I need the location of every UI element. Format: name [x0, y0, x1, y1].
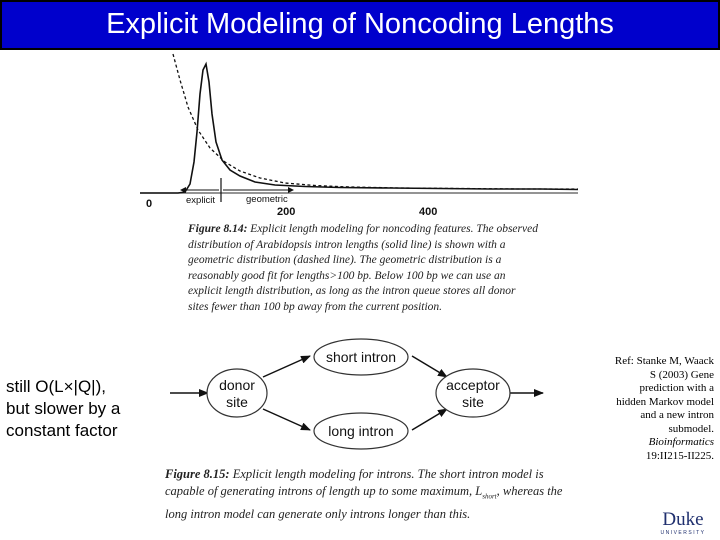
label-explicit: explicit: [186, 195, 216, 206]
tick-label-400: 400: [419, 206, 438, 217]
reference-citation: 19:II215-II225.: [645, 449, 714, 462]
complexity-note: [6, 376, 156, 442]
duke-logo: [650, 510, 716, 538]
label-geometric: geometric: [246, 194, 288, 205]
tick-label-0: 0: [146, 198, 153, 210]
figure-8-15-caption: [165, 466, 565, 523]
figure-8-15-text-after: , whereas the long intron model can generate only introns longer than this.: [165, 484, 563, 521]
reference-note: [612, 355, 714, 463]
geometric-arrowhead: [288, 187, 294, 193]
figure-8-14-label: Figure 8.14:: [188, 223, 248, 235]
label-long-intron: long intron: [328, 423, 394, 439]
figure-8-14-text: Explicit length modeling for noncoding features. The observed distribution of Arabidopsis intron lengths (solid line) is shown with a geometric distribution (dashed line). The geometric distribution is a reasonably good fit for lengths>100 bp. Below 100 bp we can use an explicit length distribution, as long as the intron queue stores all donor sites fewer than 100 bp away from the current position.: [188, 223, 538, 313]
arrow-short-to-acceptor: [412, 356, 447, 377]
figure-8-15-label: Figure 8.15:: [165, 467, 230, 481]
arrow-donor-to-short: [263, 356, 310, 377]
label-donor-line-2: site: [226, 394, 248, 410]
geometric-distribution-curve: [173, 54, 578, 189]
arrow-donor-to-long: [263, 409, 310, 430]
tick-label-200: 200: [277, 206, 296, 217]
complexity-note-line-3: constant factor: [6, 421, 118, 440]
complexity-note-line-2: but slower by a: [6, 399, 121, 418]
figure-8-15-text-before: Explicit length modeling for introns. The short intron model is capable of generating introns of length up to some maximum, L: [165, 467, 544, 498]
label-acceptor-line-2: site: [462, 394, 484, 410]
reference-text: Ref: Stanke M, Waack S (2003) Gene prediction with a hidden Markov model and a new intron submodel.: [614, 355, 714, 435]
length-distribution-plot: [140, 52, 580, 217]
intron-model-diagram: [165, 335, 565, 463]
label-short-intron: short intron: [325, 349, 397, 365]
duke-logo-subtitle: UNIVERSITY: [660, 530, 706, 536]
arrow-long-to-acceptor: [412, 409, 447, 430]
duke-logo-word: Duke: [662, 509, 704, 530]
observed-distribution-curve: [140, 64, 578, 193]
label-donor-line-1: donor: [219, 377, 255, 393]
figure-8-15-subscript: short: [482, 492, 497, 501]
complexity-note-line-1: still O(L×|Q|),: [6, 377, 106, 396]
label-acceptor-line-1: acceptor: [446, 377, 500, 393]
figure-8-14-caption: [188, 222, 538, 315]
reference-journal: Bioinformatics: [648, 436, 714, 448]
slide-title: Explicit Modeling of Noncoding Lengths: [0, 0, 720, 50]
